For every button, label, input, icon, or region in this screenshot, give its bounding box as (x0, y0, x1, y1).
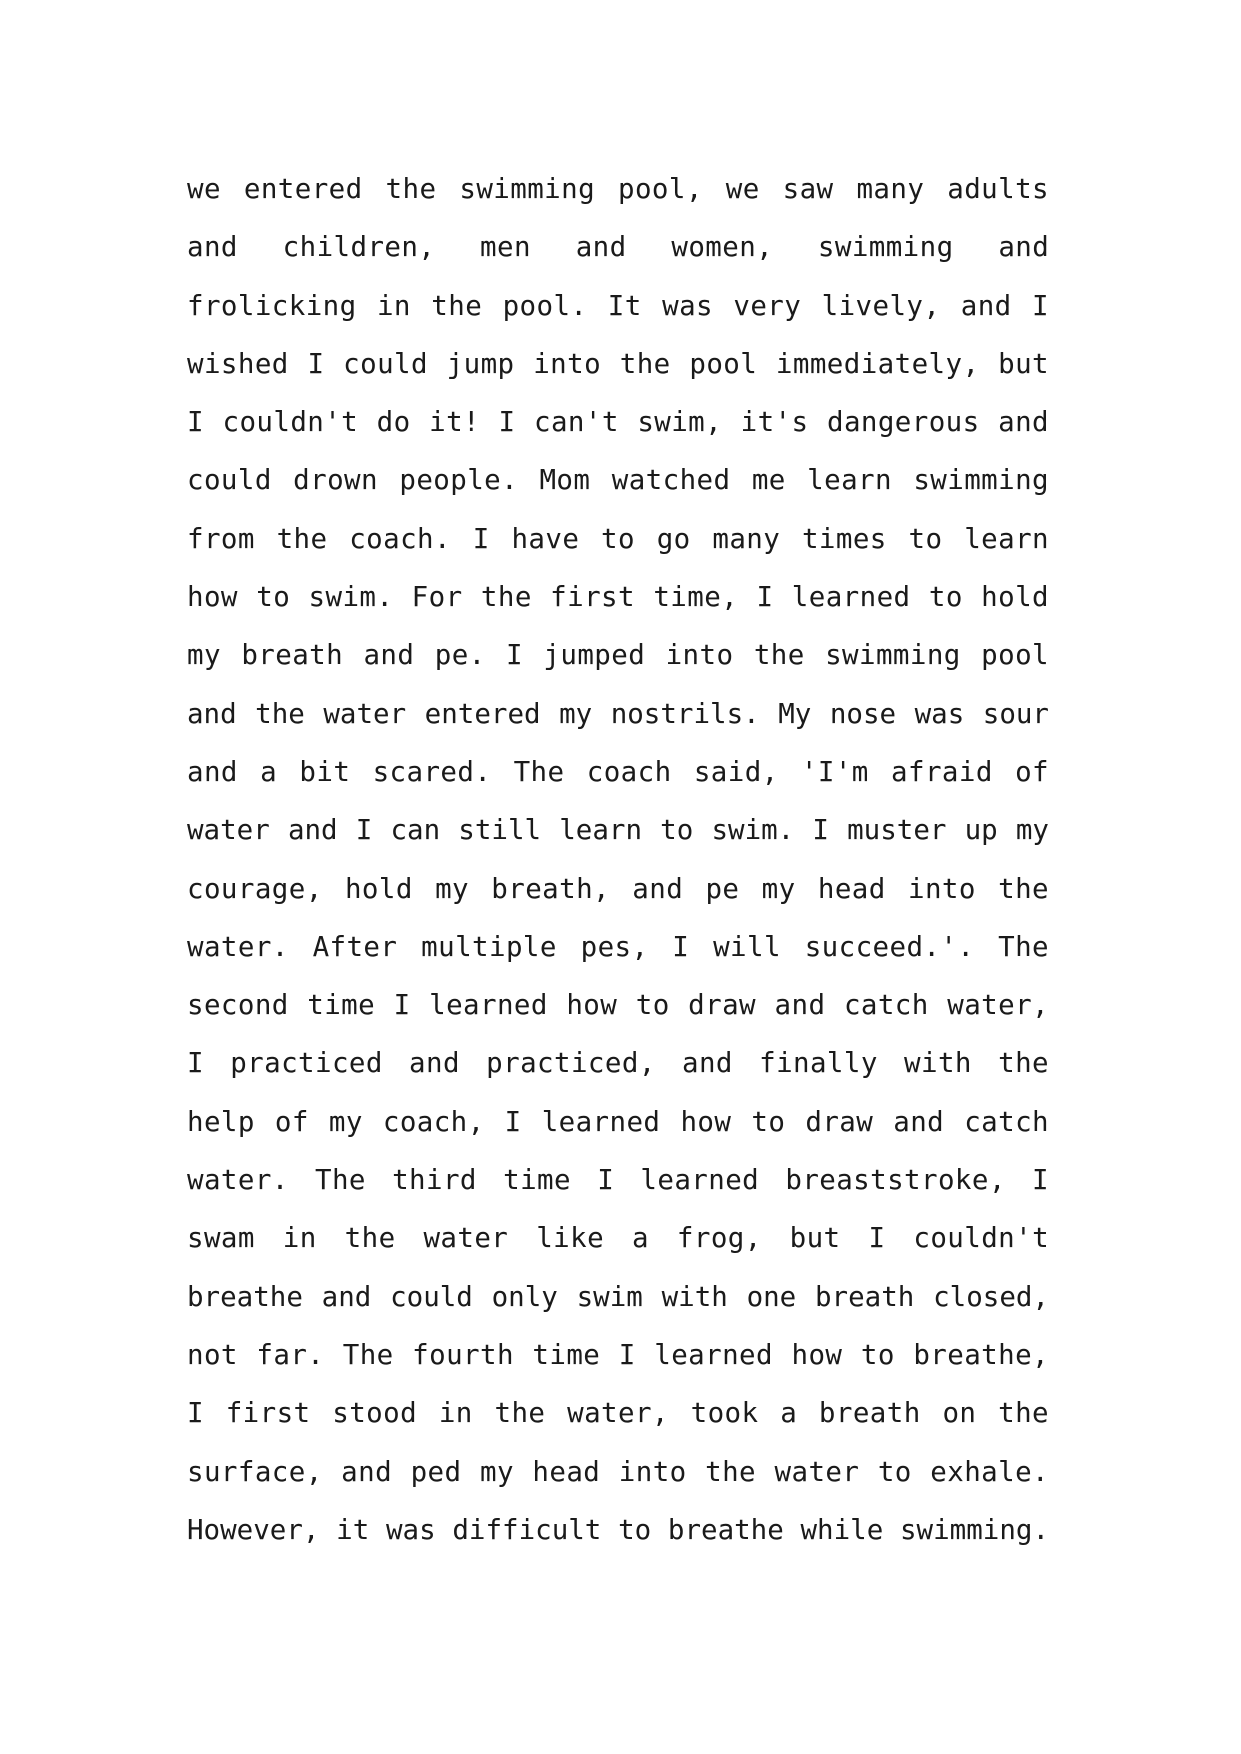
text-line-15: second time I learned how to draw and catch water, (187, 989, 1049, 1022)
text-line-7: from the coach. I have to go many times to learn (187, 522, 1049, 555)
text-line-21: not far. The fourth time I learned how to breathe, (187, 1338, 1049, 1371)
text-line-5: I couldn't do it! I can't swim, it's dangerous and (187, 406, 1049, 439)
text-line-22: I first stood in the water, took a breath on the (187, 1397, 1049, 1430)
text-line-2: and children, men and women, swimming and (187, 231, 1050, 264)
text-line-17: help of my coach, I learned how to draw and catch (187, 1105, 1049, 1138)
text-line-19: swam in the water like a frog, but I couldn't (187, 1222, 1050, 1255)
text-line-8: how to swim. For the first time, I learned to hold (187, 581, 1049, 614)
text-line-4: wished I could jump into the pool immediately, but (187, 347, 1049, 380)
text-line-14: water. After multiple pes, I will succeed.'. The (187, 930, 1049, 963)
text-line-12: water and I can still learn to swim. I muster up my (187, 814, 1049, 847)
text-line-23: surface, and ped my head into the water to exhale. (187, 1455, 1049, 1488)
text-line-24: However, it was difficult to breathe while swimming. (187, 1513, 1049, 1546)
text-line-13: courage, hold my breath, and pe my head into the (187, 872, 1049, 905)
body-text (187, 160, 1049, 1559)
text-line-20: breathe and could only swim with one breath closed, (187, 1280, 1049, 1313)
text-line-9: my breath and pe. I jumped into the swimming pool (187, 639, 1049, 672)
text-line-3: frolicking in the pool. It was very lively, and I (187, 289, 1049, 322)
text-line-18: water. The third time I learned breaststroke, I (187, 1164, 1049, 1197)
text-line-16: I practiced and practiced, and finally with the (187, 1047, 1049, 1080)
text-line-6: could drown people. Mom watched me learn swimming (187, 464, 1049, 497)
text-line-10: and the water entered my nostrils. My nose was sour (187, 697, 1049, 730)
text-line-1: we entered the swimming pool, we saw many adults (187, 173, 1049, 205)
text-line-11: and a bit scared. The coach said, 'I'm afraid of (187, 755, 1049, 788)
